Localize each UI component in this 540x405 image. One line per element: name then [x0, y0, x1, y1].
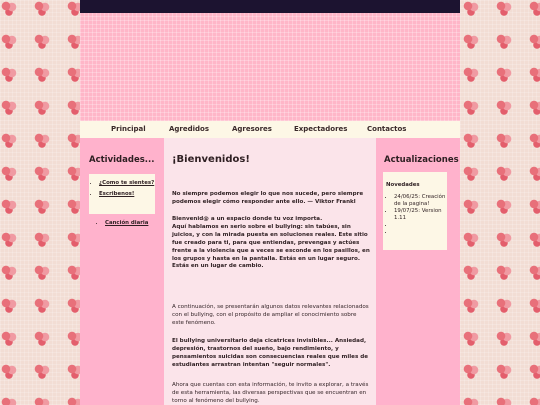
consequences-text: El bullying universitario deja cicatrices invisibles... Ansiedad, depresión, trastornos del sueño, bajo rendimiento, y pensamientos suicidas son consecuencias reales que miles de estudiantes arrastran intentan "seguir normales". — [172, 338, 369, 368]
data-intro-text: A continuación, se presentarán algunos datos relevantes relacionados con el bullying, con el propósito de ampliar el conocimiento sobre este fenómeno. — [172, 304, 369, 326]
write-us-link[interactable]: Escribenos! — [99, 191, 135, 197]
list-item — [99, 180, 155, 187]
list-item — [394, 229, 447, 236]
quote-text: No siempre podemos elegir lo que nos sucede, pero siempre podemos elegir cómo responder ante ello. — Viktor Frankl — [172, 191, 364, 205]
updates-box — [383, 172, 447, 250]
updates-title: Actualizaciones — [384, 155, 459, 165]
page-title: ¡Bienvenidos! — [172, 154, 250, 165]
intro-text: Bienvenid@ a un espacio donde tu voz importa. Aquí hablamos en serio sobre el bullying: sin tabúes, sin juicios, y con la mirada puesta en soluciones reales. Este sitio fue creado para ti, para que entiendas, prevengas y actúes frente a la violencia que a veces se esconde en los pasillos, en los grupos y hasta en la pantalla. Estás en un lugar seguro. Estás en un lugar de cambio. — [172, 216, 370, 270]
list-item — [394, 222, 447, 229]
nav-item-contactos[interactable]: Contactos — [367, 125, 407, 133]
activities-box — [89, 174, 155, 214]
list-item: • 19/07/25: Version 1.11 — [394, 208, 447, 222]
nav-item-expectadores[interactable]: Expectadores — [294, 125, 348, 133]
list-item: • 24/06/25: Creación de la pagina! — [394, 194, 447, 208]
daily-song-link[interactable]: Canción diaria — [105, 220, 149, 226]
page-wrapper — [80, 0, 460, 405]
news-title: Novedades — [386, 182, 420, 188]
nav-item-agredidos[interactable]: Agredidos — [169, 125, 210, 133]
right-sidebar — [376, 138, 460, 405]
invite-text: Ahora que cuentas con esta información, te invito a explorar, a través de esta herramienta, las diversas perspectivas que se encuentran en torno al fenómeno del bullying. — [172, 382, 369, 404]
activities-title: Actividades... — [89, 155, 155, 165]
left-sidebar — [80, 138, 164, 405]
header-banner — [80, 13, 460, 121]
main-nav — [80, 121, 460, 138]
main-content — [164, 138, 376, 405]
how-do-you-feel-link[interactable]: ¿Como te sientes? — [99, 180, 155, 186]
nav-item-principal[interactable]: Principal — [111, 125, 146, 133]
extra-links — [89, 220, 167, 227]
list-item — [99, 191, 155, 198]
top-bar — [80, 0, 460, 13]
nav-item-agresores[interactable]: Agresores — [232, 125, 272, 133]
list-item — [105, 220, 167, 227]
